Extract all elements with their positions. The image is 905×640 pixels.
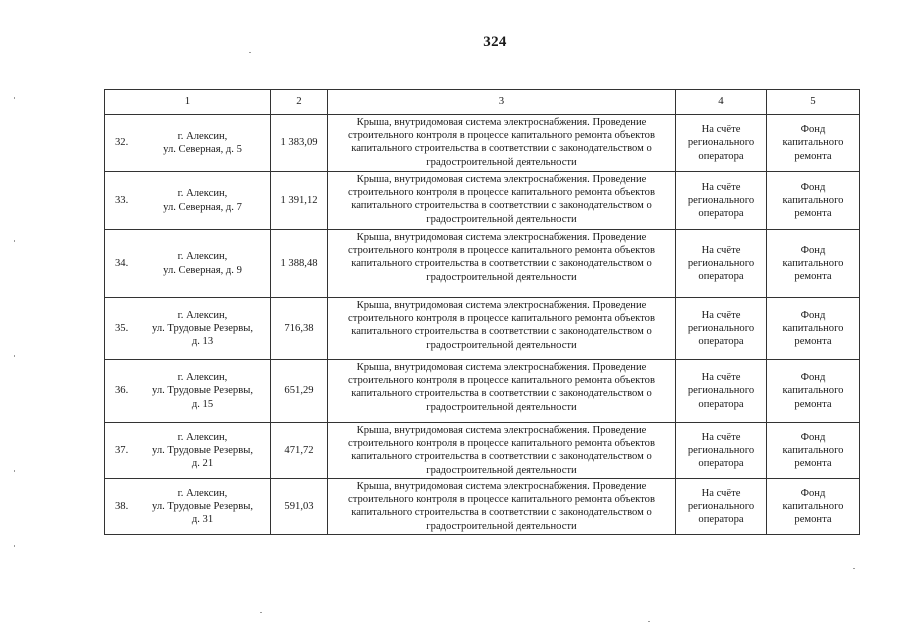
cell-source: Фонд капитального ремонта (767, 360, 860, 423)
works-description: Крыша, внутридомовая система электроснабжения. Проведение строительного контроля в процессе капитального ремонта объектов капитального строительства в соответствии с законодательством о градостроительной деятельности (348, 232, 655, 283)
cell-source: Фонд капитального ремонта (767, 298, 860, 360)
address-line: ул. Северная, д. 5 (163, 144, 242, 155)
address-line: г. Алексин, (177, 309, 228, 321)
row-number: 38. (115, 500, 129, 512)
cell-account: На счёте регионального оператора (676, 423, 767, 479)
table-row (105, 360, 860, 423)
address-line: г. Алексин, (177, 487, 228, 499)
cell-number-address (105, 230, 271, 298)
address-line: ул. Северная, д. 7 (163, 201, 242, 213)
works-description: Крыша, внутридомовая система электроснабжения. Проведение строительного контроля в процессе капитального ремонта объектов капитального строительства в соответствии с законодательством о градостроительной деятельности (348, 117, 655, 168)
works-description: Крыша, внутридомовая система электроснабжения. Проведение строительного контроля в процессе капитального ремонта объектов капитального строительства в соответствии с законодательством о градостроительной деятельности (348, 362, 655, 413)
cell-account: На счёте регионального оператора (676, 172, 767, 230)
scan-speck (14, 355, 15, 357)
address (139, 371, 270, 411)
cell-area: 716,38 (271, 298, 328, 360)
cell-area: 651,29 (271, 360, 328, 423)
table-row (105, 172, 860, 230)
header-cell-2: 2 (271, 90, 328, 115)
cell-number-address (105, 115, 271, 172)
table-row (105, 479, 860, 535)
cell-works (328, 230, 676, 298)
cell-account: На счёте регионального оператора (676, 115, 767, 172)
cell-account: На счёте регионального оператора (676, 230, 767, 298)
address (139, 431, 270, 471)
works-description: Крыша, внутридомовая система электроснабжения. Проведение строительного контроля в процессе капитального ремонта объектов капитального строительства в соответствии с законодательством о градостроительной деятельности (348, 425, 655, 476)
cell-works (328, 115, 676, 172)
cell-number-address (105, 423, 271, 479)
address-line: д. 15 (191, 398, 214, 410)
row-number: 35. (115, 322, 129, 334)
works-description: Крыша, внутридомовая система электроснабжения. Проведение строительного контроля в процессе капитального ремонта объектов капитального строительства в соответствии с законодательством о градостроительной деятельности (348, 300, 655, 351)
row-number: 36. (115, 385, 129, 397)
scan-speck (14, 240, 15, 242)
cell-works (328, 360, 676, 423)
address (139, 250, 270, 276)
address (139, 309, 270, 349)
address-line: д. 31 (191, 514, 214, 526)
cell-number-address (105, 172, 271, 230)
header-cell-3: 3 (328, 90, 676, 115)
row-number: 32. (115, 137, 129, 149)
page-number: 324 (483, 34, 507, 50)
cell-account: На счёте регионального оператора (676, 298, 767, 360)
address (139, 487, 270, 527)
scan-speck (853, 568, 855, 569)
row-number: 37. (115, 444, 129, 456)
row-number: 33. (115, 194, 129, 206)
address-line: д. 21 (191, 458, 214, 470)
address-line: г. Алексин, (177, 431, 228, 443)
address-line: ул. Трудовые Резервы, (152, 500, 253, 512)
cell-works (328, 423, 676, 479)
table-row (105, 298, 860, 360)
address-line: ул. Трудовые Резервы, (152, 444, 253, 456)
cell-source: Фонд капитального ремонта (767, 423, 860, 479)
table-row (105, 115, 860, 172)
address-line: д. 13 (191, 336, 214, 348)
cell-number-address (105, 479, 271, 535)
header-cell-4: 4 (676, 90, 767, 115)
cell-source: Фонд капитального ремонта (767, 115, 860, 172)
cell-works (328, 298, 676, 360)
address-line: ул. Трудовые Резервы, (152, 322, 253, 334)
table-row (105, 423, 860, 479)
cell-source: Фонд капитального ремонта (767, 172, 860, 230)
works-description: Крыша, внутридомовая система электроснабжения. Проведение строительного контроля в процессе капитального ремонта объектов капитального строительства в соответствии с законодательством о градостроительной деятельности (348, 174, 655, 225)
address-line: г. Алексин, (177, 251, 228, 263)
cell-area: 1 383,09 (271, 115, 328, 172)
scan-speck (249, 52, 251, 53)
scan-speck (260, 612, 262, 613)
cell-number-address (105, 360, 271, 423)
row-number: 34. (115, 257, 129, 269)
table-row (105, 230, 860, 298)
address (139, 130, 270, 156)
cell-area: 471,72 (271, 423, 328, 479)
repair-register-table (104, 89, 860, 535)
scan-speck (648, 621, 650, 622)
address-line: г. Алексин, (177, 130, 228, 142)
address (139, 187, 270, 213)
address-line: ул. Северная, д. 9 (163, 264, 242, 276)
works-description: Крыша, внутридомовая система электроснабжения. Проведение строительного контроля в процессе капитального ремонта объектов капитального строительства в соответствии с законодательством о градостроительной деятельности (348, 481, 655, 532)
scan-speck (14, 470, 15, 472)
cell-area: 591,03 (271, 479, 328, 535)
cell-account: На счёте регионального оператора (676, 360, 767, 423)
header-cell-5: 5 (767, 90, 860, 115)
cell-works (328, 479, 676, 535)
address-line: г. Алексин, (177, 372, 228, 384)
cell-source: Фонд капитального ремонта (767, 479, 860, 535)
cell-source: Фонд капитального ремонта (767, 230, 860, 298)
cell-area: 1 388,48 (271, 230, 328, 298)
address-line: г. Алексин, (177, 188, 228, 200)
address-line: ул. Трудовые Резервы, (152, 385, 253, 397)
cell-works (328, 172, 676, 230)
scan-speck (14, 545, 15, 547)
scan-speck (14, 97, 15, 99)
cell-number-address (105, 298, 271, 360)
cell-account: На счёте регионального оператора (676, 479, 767, 535)
header-row (105, 90, 860, 115)
header-cell-1: 1 (105, 90, 271, 115)
cell-area: 1 391,12 (271, 172, 328, 230)
